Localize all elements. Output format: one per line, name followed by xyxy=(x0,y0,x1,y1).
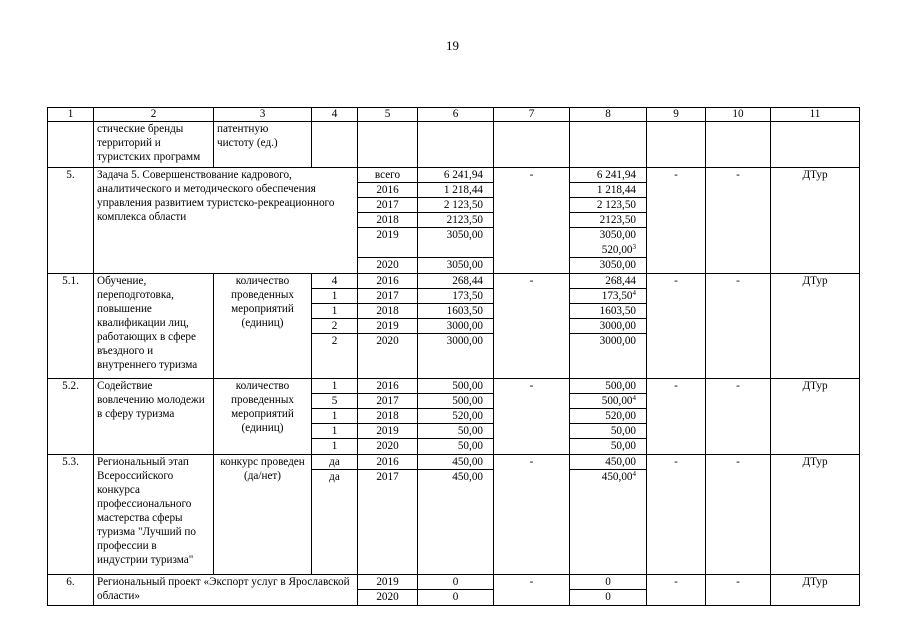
amount-cell: 500,00 xyxy=(570,379,646,394)
row-number: 5. xyxy=(48,168,94,274)
amount-cell: 500,00$^4$ xyxy=(570,394,646,409)
year-cell: 2018 xyxy=(358,409,417,424)
amount-cell: 2 123,50 xyxy=(570,198,646,213)
row-number: 6. xyxy=(48,575,94,606)
amount-cell: 2123,50 xyxy=(418,213,493,228)
indicator-value: 1 xyxy=(331,440,338,452)
year-cell: 2017 xyxy=(376,471,399,483)
indicator-name: количество проведенных мероприятий (единиц) xyxy=(214,379,312,455)
year-column xyxy=(358,274,418,379)
amount-cell: 2 123,50 xyxy=(418,198,493,213)
regional-funding-column xyxy=(570,379,647,455)
col9-value: - xyxy=(647,274,706,379)
amount-cell: 3000,00 xyxy=(418,319,493,334)
amount-cell: 3050,00 xyxy=(418,228,493,258)
col7-value: - xyxy=(494,379,570,455)
row-number: 5.1. xyxy=(48,274,94,379)
year-cell: 2019 xyxy=(358,424,417,439)
indicator-name: количество проведенных мероприятий (единиц) xyxy=(214,274,312,379)
continuation-row xyxy=(48,122,860,168)
amount-cell: 50,00 xyxy=(457,440,483,452)
amount-cell: 6 241,94 xyxy=(418,168,493,183)
year-cell: 2018 xyxy=(358,213,417,228)
amount-cell: 500,00 xyxy=(418,379,493,394)
footnote-mark: 3 xyxy=(632,243,636,251)
year-cell: 2016 xyxy=(358,274,417,289)
col7-value: - xyxy=(494,168,570,274)
amount-cell: 1 218,44 xyxy=(418,183,493,198)
amount-cell: 520,00 xyxy=(570,409,646,424)
col10-value: - xyxy=(706,274,771,379)
amount-cell-double xyxy=(570,228,646,258)
year-cell: 2020 xyxy=(376,440,399,452)
indicator-value: 1 xyxy=(312,409,357,424)
amount-cell: 173,50$^4$ xyxy=(570,289,646,304)
col9-value: - xyxy=(647,455,706,575)
amount-cell: 0 xyxy=(605,591,611,603)
amount-cell: 450,00 xyxy=(452,471,483,483)
page-number: 19 xyxy=(446,38,459,53)
year-cell: 2017 xyxy=(358,394,417,409)
year-column xyxy=(358,575,418,606)
year-cell: 2016 xyxy=(358,455,417,470)
amount-cell: 450,00 xyxy=(570,455,646,470)
col9-value: - xyxy=(647,575,706,606)
amount-cell: 0 xyxy=(570,575,646,590)
footnote-mark: 4 xyxy=(632,470,636,478)
indicator-value: 5 xyxy=(312,394,357,409)
year-cell: 2020 xyxy=(376,259,399,271)
indicator-value-column xyxy=(312,274,358,379)
col-number: 4 xyxy=(312,108,358,122)
col-number: 6 xyxy=(418,108,494,122)
indicator-value: 1 xyxy=(312,304,357,319)
executor: ДТур xyxy=(771,168,860,274)
col10-value: - xyxy=(706,455,771,575)
col-number: 2 xyxy=(94,108,214,122)
col-number: 9 xyxy=(647,108,706,122)
executor: ДТур xyxy=(771,379,860,455)
indicator-value-column xyxy=(312,455,358,575)
activity-5-1-row xyxy=(48,274,860,379)
executor: ДТур xyxy=(771,455,860,575)
activity-5-3-row xyxy=(48,455,860,575)
row-number: 5.2. xyxy=(48,379,94,455)
indicator-value: да xyxy=(329,471,340,483)
amount-cell: 1 218,44 xyxy=(570,183,646,198)
amount-cell: 50,00 xyxy=(610,440,636,452)
indicator-value: 1 xyxy=(312,289,357,304)
year-cell: 2020 xyxy=(376,591,399,603)
regional-funding-column xyxy=(570,575,647,606)
row-number: 5.3. xyxy=(48,455,94,575)
col-number: 11 xyxy=(771,108,860,122)
year-cell: 2019 xyxy=(358,319,417,334)
year-cell: всего xyxy=(358,168,417,183)
amount-cell: 268,44 xyxy=(570,274,646,289)
amount-line: 3050,00 xyxy=(599,229,636,241)
amount-cell: 3000,00 xyxy=(570,319,646,334)
col10-value: - xyxy=(706,168,771,274)
activity-name: Обучение, переподготовка, повышение квалификации лиц, работающих в сфере въездного и внутреннего туризма xyxy=(94,274,214,379)
indicator-name: патентную чистоту (ед.) xyxy=(214,122,312,168)
year-cell: 2019 xyxy=(358,575,417,590)
year-column xyxy=(358,379,418,455)
year-column xyxy=(358,455,418,575)
footnote-mark: 4 xyxy=(632,394,636,402)
amount-cell: 0 xyxy=(418,575,493,590)
year-column xyxy=(358,168,418,274)
col10-value: - xyxy=(706,575,771,606)
activity-name: стические бренды территорий и туристских программ xyxy=(94,122,214,168)
amount-cell: 50,00 xyxy=(570,424,646,439)
column-number-row xyxy=(48,108,860,122)
total-funding-column xyxy=(418,274,494,379)
task-5-row xyxy=(48,168,860,274)
program-activities-table xyxy=(47,107,860,606)
amount-cell: 3050,00 xyxy=(446,259,483,271)
amount-cell: 520,00 xyxy=(418,409,493,424)
amount-cell: 0 xyxy=(452,591,459,603)
col-number: 8 xyxy=(570,108,647,122)
col7-value: - xyxy=(494,575,570,606)
total-funding-column xyxy=(418,455,494,575)
total-funding-column xyxy=(418,575,494,606)
col9-value: - xyxy=(647,168,706,274)
indicator-value: 2 xyxy=(331,335,338,347)
amount-cell: 3000,00 xyxy=(599,335,636,347)
col-number: 5 xyxy=(358,108,418,122)
year-cell: 2019 xyxy=(358,228,417,258)
amount-cell: 450,00 xyxy=(418,455,493,470)
indicator-value: 2 xyxy=(312,319,357,334)
indicator-value: 4 xyxy=(312,274,357,289)
project-name: Региональный проект «Экспорт услуг в Ярославской области» xyxy=(94,575,358,606)
col7-value: - xyxy=(494,455,570,575)
amount-cell: 1603,50 xyxy=(570,304,646,319)
indicator-name: конкурс проведен (да/нет) xyxy=(214,455,312,575)
total-funding-column xyxy=(418,379,494,455)
year-cell: 2016 xyxy=(358,183,417,198)
regional-funding-column xyxy=(570,274,647,379)
year-cell: 2018 xyxy=(358,304,417,319)
activity-5-2-row xyxy=(48,379,860,455)
col-number: 10 xyxy=(706,108,771,122)
amount-line: 520,00$^3$ xyxy=(601,243,636,256)
project-6-row xyxy=(48,575,860,606)
amount-cell: 50,00 xyxy=(418,424,493,439)
year-cell: 2016 xyxy=(358,379,417,394)
total-funding-column xyxy=(418,168,494,274)
indicator-value: 1 xyxy=(312,424,357,439)
col7-value: - xyxy=(494,274,570,379)
activity-name: Региональный этап Всероссийского конкурса профессионального мастерства сферы туризма "Лучший по профессии в индустрии туризма" xyxy=(94,455,214,575)
amount-cell: 1603,50 xyxy=(418,304,493,319)
indicator-value: да xyxy=(312,455,357,470)
amount-cell: 450,00$^4$ xyxy=(601,470,636,483)
year-cell: 2017 xyxy=(358,198,417,213)
col-number: 1 xyxy=(48,108,94,122)
executor: ДТур xyxy=(771,575,860,606)
indicator-value: 1 xyxy=(312,379,357,394)
amount-cell: 3050,00 xyxy=(599,259,636,271)
col-number: 7 xyxy=(494,108,570,122)
indicator-value-column xyxy=(312,379,358,455)
amount-cell: 268,44 xyxy=(418,274,493,289)
amount-cell: 6 241,94 xyxy=(570,168,646,183)
footnote-mark: 4 xyxy=(632,289,636,297)
task-name: Задача 5. Совершенствование кадрового, аналитического и методического обеспечения управления развитием туристско-рекреационного комплекса области xyxy=(94,168,358,274)
amount-cell: 173,50 xyxy=(418,289,493,304)
col10-value: - xyxy=(706,379,771,455)
amount-cell: 500,00 xyxy=(418,394,493,409)
activity-name: Содействие вовлечению молодежи в сферу туризма xyxy=(94,379,214,455)
year-cell: 2017 xyxy=(358,289,417,304)
amount-cell: 2123,50 xyxy=(570,213,646,228)
col-number: 3 xyxy=(214,108,312,122)
year-cell: 2020 xyxy=(376,335,399,347)
col9-value: - xyxy=(647,379,706,455)
regional-funding-column xyxy=(570,168,647,274)
executor: ДТур xyxy=(771,274,860,379)
amount-cell: 3000,00 xyxy=(446,335,483,347)
regional-funding-column xyxy=(570,455,647,575)
